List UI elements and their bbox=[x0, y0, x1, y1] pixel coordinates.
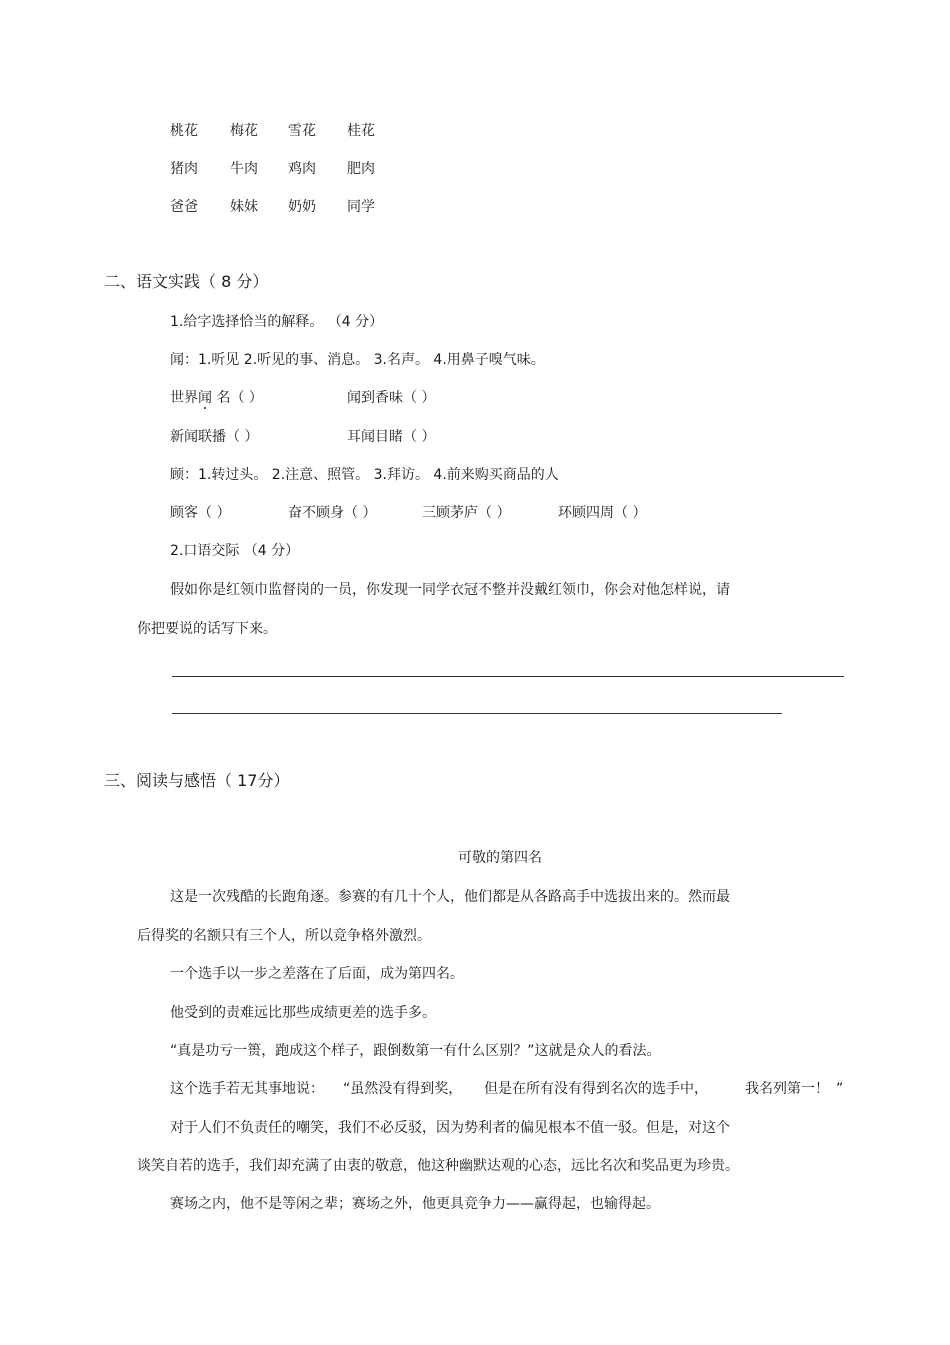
word-row-3-item-4: 同学 bbox=[347, 199, 375, 215]
gu-item-3: 三顾茅庐（ ） bbox=[422, 505, 511, 521]
wen-item-1-dotted-char: 闻 bbox=[198, 390, 212, 406]
answer-line-2[interactable] bbox=[172, 713, 782, 714]
passage-line-6d: 我名列第一！ bbox=[745, 1081, 829, 1097]
question-2-title: 2.口语交际 （4 分） bbox=[170, 543, 300, 559]
word-row-1-item-1: 桃花 bbox=[170, 123, 198, 139]
question-2-text-line-2: 你把要说的话写下来。 bbox=[137, 621, 277, 637]
question-1-title: 1.给字选择恰当的解释。 （4 分） bbox=[170, 314, 384, 330]
gu-item-2: 奋不顾身（ ） bbox=[288, 505, 377, 521]
wen-item-2: 闻到香味（ ） bbox=[347, 390, 436, 406]
word-row-1-item-4: 桂花 bbox=[347, 123, 375, 139]
wen-meanings: 闻：1.听见 2.听见的事、消息。 3.名声。 4.用鼻子嗅气味。 bbox=[170, 352, 545, 368]
word-row-1-item-3: 雪花 bbox=[288, 123, 316, 139]
passage-line-4: 他受到的责难远比那些成绩更差的选手多。 bbox=[170, 1005, 436, 1021]
word-row-2-item-4: 肥肉 bbox=[347, 161, 375, 177]
wen-item-4: 耳闻目睹（ ） bbox=[347, 429, 436, 445]
passage-line-5: “真是功亏一篑，跑成这个样子，跟倒数第一有什么区别？”这就是众人的看法。 bbox=[170, 1043, 661, 1059]
passage-line-1: 这是一次残酷的长跑角逐。参赛的有几十个人，他们都是从各路高手中选拔出来的。然而最 bbox=[170, 889, 730, 905]
passage-line-8: 谈笑自若的选手，我们却充满了由衷的敬意，他这种幽默达观的心态，远比名次和奖品更为珍贵。 bbox=[137, 1158, 739, 1174]
question-2-text-line-1: 假如你是红领巾监督岗的一员，你发现一同学衣冠不整并没戴红领巾，你会对他怎样说，请 bbox=[170, 582, 730, 598]
word-row-2-item-2: 牛肉 bbox=[230, 161, 258, 177]
passage-line-6b: “虽然没有得到奖， bbox=[343, 1081, 463, 1097]
wen-item-1-prefix: 世界 bbox=[170, 390, 198, 406]
wen-item-1-suffix: 名（ ） bbox=[212, 390, 263, 406]
wen-item-3: 新闻联播（ ） bbox=[170, 429, 259, 445]
gu-item-4: 环顾四周（ ） bbox=[558, 505, 647, 521]
word-row-1-item-2: 梅花 bbox=[230, 123, 258, 139]
passage-title: 可敬的第四名 bbox=[458, 850, 542, 866]
section-2-heading: 二、语文实践（ 8 分） bbox=[104, 272, 269, 291]
passage-line-3: 一个选手以一步之差落在了后面，成为第四名。 bbox=[170, 966, 464, 982]
gu-item-1: 顾客（ ） bbox=[170, 505, 231, 521]
word-row-2-item-1: 猪肉 bbox=[170, 161, 198, 177]
answer-line-1[interactable] bbox=[172, 676, 844, 677]
word-row-3-item-2: 妹妹 bbox=[230, 199, 258, 215]
passage-line-6a: 这个选手若无其事地说： bbox=[170, 1081, 324, 1097]
word-row-3-item-1: 爸爸 bbox=[170, 199, 198, 215]
gu-meanings: 顾：1.转过头。 2.注意、照管。 3.拜访。 4.前来购买商品的人 bbox=[170, 467, 559, 483]
wen-item-1 bbox=[170, 388, 263, 408]
passage-line-9: 赛场之内，他不是等闲之辈；赛场之外，他更具竞争力——赢得起，也输得起。 bbox=[170, 1196, 660, 1212]
word-row-3-item-3: 奶奶 bbox=[288, 199, 316, 215]
passage-line-7: 对于人们不负责任的嘲笑，我们不必反驳，因为势利者的偏见根本不值一驳。但是，对这个 bbox=[170, 1120, 730, 1136]
word-row-2-item-3: 鸡肉 bbox=[288, 161, 316, 177]
passage-line-6c: 但是在所有没有得到名次的选手中， bbox=[484, 1081, 708, 1097]
passage-line-6e: ” bbox=[836, 1081, 844, 1097]
passage-line-2: 后得奖的名额只有三个人，所以竞争格外激烈。 bbox=[137, 928, 431, 944]
section-3-heading: 三、阅读与感悟（ 17分） bbox=[104, 771, 290, 790]
